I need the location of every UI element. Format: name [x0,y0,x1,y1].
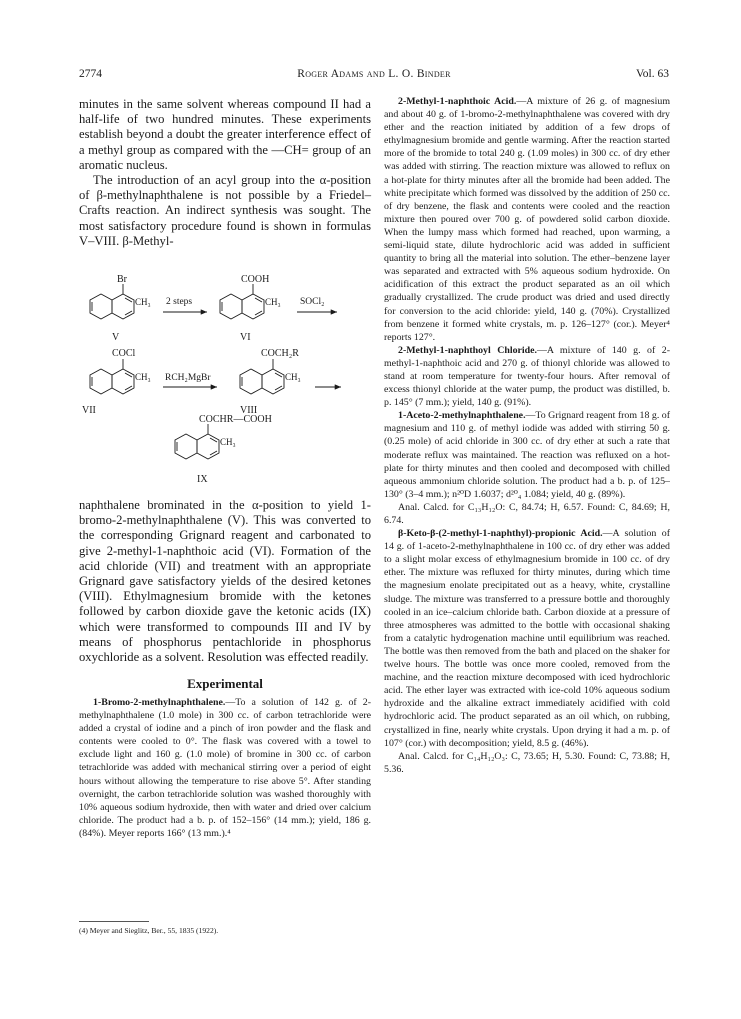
compound-label-IX: IX [197,474,208,485]
procedure-title: β-Keto-β-(2-methyl-1-naphthyl)-propionic Acid. [398,528,603,540]
volume-label: Vol. 63 [635,68,669,80]
substituent-coch2r: COCH₂R [261,348,299,359]
substituent-cocl: COCl [112,348,136,359]
left-column-top [79,97,371,249]
structure-VII [82,348,151,416]
procedure-body: —A mixture of 140 g. of 2-methyl-1-naphthoic acid and 270 g. of thionyl chloride was allowed to stand at room temperature for twenty-four hours. After removal of excess thionyl chloride at the water pump, the product was distilled, b. p. 145° (7 mm.); yield, 140 g. (91%). [384,344,670,409]
procedure-body: —A mixture of 26 g. of magnesium and about 40 g. of 1-bromo-2-methylnaphthalene was covered with dry ether and the reaction initiated by addition of a few drops of ethylmagnesium bromide and gentle warming. After the reaction started more of the bromide to total 240 g. (1.09 moles) in 300 cc. of dry ether was added with stirring. The reaction mixture was allowed to reflux on a hot-plate for thirty minutes after all the bromide had been added. The white precipitate which formed was dissolved by the addition of 250 cc. of dry benzene, the flask and contents were cooled and the reaction mixture then poured over 700 g. of powdered solid carbon dioxide. When the lumpy mass which formed had reached, upon warming, a semi-liquid state, dilute hydrochloric acid was added in sufficient quantity to bring all the material into solution. The ether–benzene layer was separated and extracted with 5% aqueous sodium hydroxide. On acidification of this extract the product separated as an oil which gradually crystallized. The crude product was dried and used directly for conversion to the acid chloride: yield, 140 g. (70%). Crystallized from benzene it formed white crystals, m. p. 126–127° (cor.). Meyer⁴ reports 127°. [384,96,670,343]
arrow-label-grignard: RCH₂MgBr [165,373,211,383]
arrow-label-2-steps: 2 steps [166,297,193,307]
footnote-rule [79,921,149,922]
structure-V [90,274,151,343]
paragraph-synthesis: naphthalene brominated in the α-position to yield 1-bromo-2-methylnaphthalene (V). This was converted to the corresponding Grignard reagent and carbonated to give 2-methyl-1-naphthoic acid (VI). Formation of the acid chloride (VII) and treatment with an appropriate Grignard gave satisfactory yields of the desired ketones (VIII). Ethylmagnesium bromide with the ketones followed by carbon dioxide gave the ketonic acids (IX) which were transformed to compounds III and IV by means of phosphorus pentachloride in phosphorus oxychloride as a solvent. Resolution was effected readily. [79,498,371,665]
methyl-label: CH₃ [285,372,301,382]
methyl-label: CH₃ [265,297,281,307]
methyl-label: CH₃ [135,297,151,307]
left-column-middle [79,498,371,665]
substituent-cochr-cooh: COCHR—COOH [199,414,272,425]
procedure-body: —A solution of 14 g. of 1-aceto-2-methylnaphthalene in 100 cc. of dry ether was added to a slight molar excess of ethylmagnesium bromide in 100 cc. of dry ether. The mixture was refluxed for thirty minutes, during which time the magnesium enolate precipitated out as a heavy, white, crystalline sludge. The mixture was transferred to a pressure bottle and thoroughly cooled in an ice–calcium chloride bath. Carbon dioxide at a pressure of three atmospheres was admitted to the bottle with occasional shaking from a catalytic hydrogenation machine until equilibrium was reached. The bottle was then removed from the bath and placed on the shaker for twelve hours. The bottle was once more cooled, removed from the machine, and the reaction mixture decomposed with iced hydrochloric acid. The ether layer was extracted with ice-cold 10% aqueous sodium hydroxide and the alkaline extract immediately acidified with cold hydrochloric acid. The product separated as an oil which, on rubbing, crystallized in fine, nearly white crystals. Upon drying it had a m. p. of 107° (cor.) with decomposition; yield, 8.5 g. (46%). [384,528,670,749]
procedure-body: —To a solution of 142 g. of 2-methylnaphthalene (1.0 mole) in 300 cc. of carbon tetrachloride were added a crystal of iodine and a pinch of iron powder and the flask and contents were cooled to 0°. The flask was covered with a towel to exclude light and 160 g. (1.0 mole) of bromine in 300 cc. of carbon tetrachloride was added with mechanical stirring over a period of eight hours without allowing the temperature to rise above 5°. After standing overnight, the carbon tetrachloride solution was washed thoroughly with 10% aqueous sodium hydroxide, then with water and dried over calcium chloride. The product had a b. p. of 152–156° (14 mm.); yield, 186 g. (84%). Meyer reports 166° (13 mm.).⁴ [79,697,371,839]
experimental-heading: Experimental [187,676,263,691]
compound-label-VII: VII [82,405,96,416]
procedure-methyl-naphthoic-acid [384,95,670,344]
methyl-label: CH₃ [220,437,236,447]
reaction-scheme [79,272,371,497]
procedure-title: 2-Methyl-1-naphthoic Acid. [398,96,517,107]
structure-VIII [240,348,301,416]
procedure-title: 1-Aceto-2-methylnaphthalene. [398,410,526,422]
procedure-body: —To Grignard reagent from 18 g. of magnesium and 110 g. of methyl iodide was added with stirring 50 g. (0.25 mole) of acid chloride in 300 cc. of dry ether at such a rate that moderate reflux was maintained. The reaction was refluxed on a hot-plate for thirty minutes and then cooled and decomposed with chilled aqueous ammonium chloride solution. The product had a b. p. of 125–130° (3–4 mm.); n²⁰D 1.6037; d²⁰₄ 1.084; yield, 40 g. (89%). [384,410,670,500]
procedure-aceto-methylnaphthalene [384,409,670,501]
right-column [384,95,670,776]
running-header [79,68,669,84]
procedure-keto-propionic-acid [384,527,670,750]
running-authors: Roger Adams and L. O. Binder [297,68,451,80]
footnote: (4) Meyer and Sieglitz, Ber., 55, 1835 (1922). [79,926,219,935]
compound-label-V: V [112,332,120,343]
arrow-label-socl2: SOCl₂ [300,297,325,307]
paragraph-continuation: minutes in the same solvent whereas compound II had a half-life of two hundred minutes. These experiments establish beyond a doubt the greater interference effect of a methyl group as compared with the —CH= group of an aromatic nucleus. [79,97,371,172]
procedure-bromo-methylnaphthalene [79,696,371,840]
compound-label-VI: VI [240,332,251,343]
analysis-line: Anal. Calcd. for C₁₄H₁₂O₃: C, 73.65; H, 5.30. Found: C, 73.88; H, 5.36. [384,750,670,775]
analysis-line: Anal. Calcd. for C₁₃H₁₂O: C, 84.74; H, 6.57. Found: C, 84.69; H, 6.74. [384,501,670,526]
left-column-experimental [79,696,371,840]
substituent-br: Br [117,274,127,285]
procedure-title: 1-Bromo-2-methylnaphthalene. [93,697,226,708]
procedure-title: 2-Methyl-1-naphthoyl Chloride. [398,344,537,356]
page-number: 2774 [79,68,102,80]
procedure-naphthoyl-chloride [384,344,670,409]
paragraph-acyl-introduction: The introduction of an acyl group into the α-position of β-methylnaphthalene is not possible by a Friedel–Crafts reaction. An indirect synthesis was sought. The most satisfactory procedure found is shown in formulas V–VIII. β-Methyl- [79,173,371,248]
compound-label-VIII: VIII [240,405,258,416]
structure-VI [220,274,281,343]
structure-IX [175,414,272,485]
substituent-cooh: COOH [241,274,270,285]
methyl-label: CH₃ [135,372,151,382]
